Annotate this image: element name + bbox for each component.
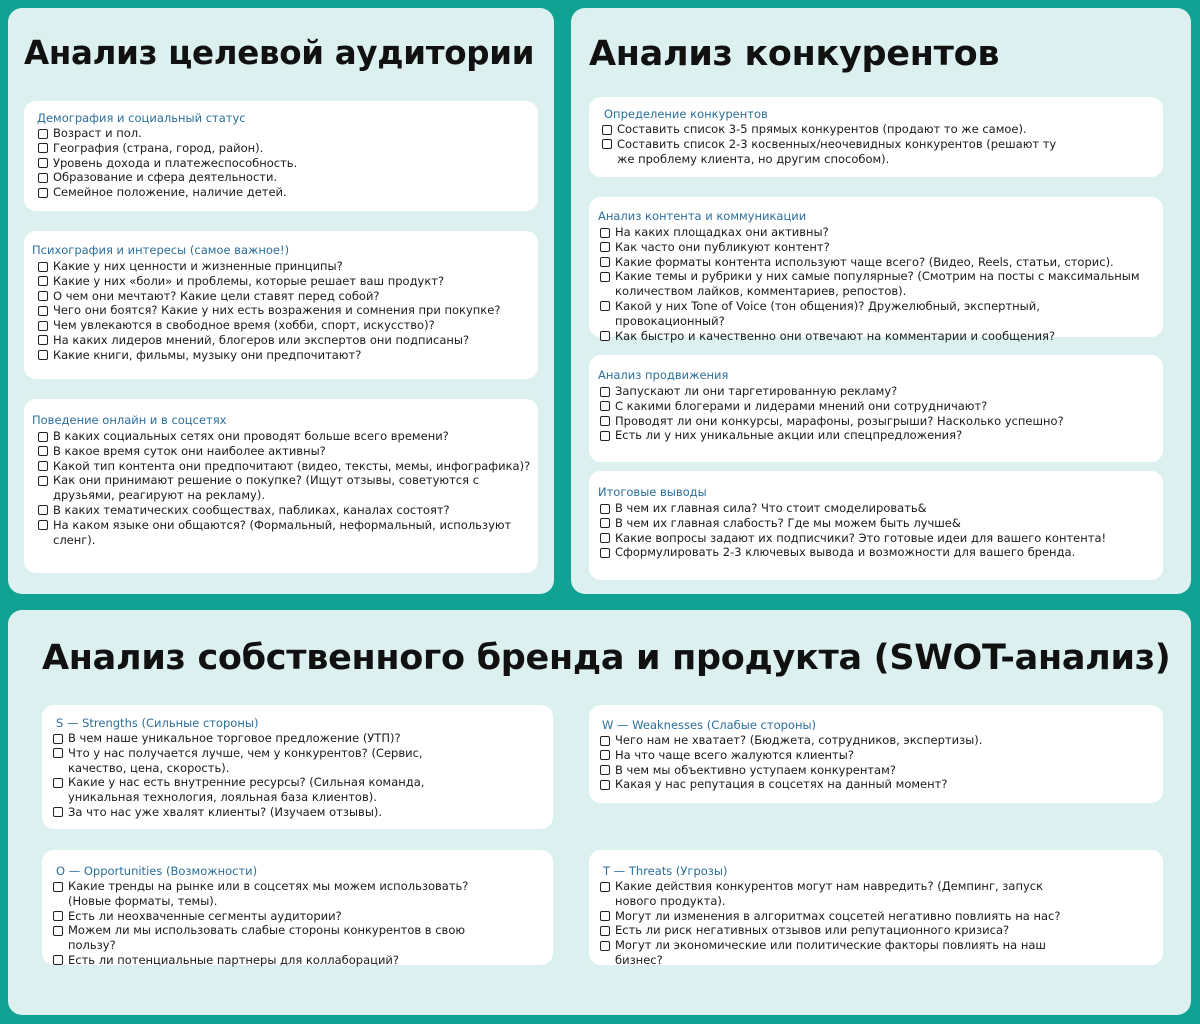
checkbox-icon[interactable] [38, 446, 48, 456]
card-title-define-competitors: Определение конкурентов [604, 107, 768, 121]
card-strengths [42, 705, 553, 829]
checkbox-icon[interactable] [602, 139, 612, 149]
checkbox-icon[interactable] [600, 401, 610, 411]
checklist-item [600, 733, 1140, 748]
checklist-item-text: О чем они мечтают? Какие цели ставят перед собой? [53, 288, 380, 303]
checklist-item-text: На каких площадках они активны? [615, 225, 829, 239]
checklist-item [600, 384, 1146, 399]
checkbox-icon[interactable] [38, 143, 48, 153]
checklist-item [38, 170, 528, 185]
card-title-demography: Демография и социальный статус [37, 111, 246, 125]
checklist-item-text: Есть ли у них уникальные акции или спецпредложения? [615, 428, 963, 443]
card-content-analysis [589, 197, 1163, 343]
checklist-item-text: Какие форматы контента используют чаще всего? (Видео, Reels, статьи, сторис). [615, 254, 1114, 269]
checklist-demography [38, 126, 528, 200]
checklist-item-text: Есть ли потенциальные партнеры для коллабораций? [68, 952, 400, 967]
checkbox-icon[interactable] [600, 911, 610, 921]
checklist-item-text: Чем увлекаются в свободное время (хобби, спорт, искусство)? [53, 318, 435, 333]
checklist-item [38, 318, 532, 333]
checklist-item [53, 923, 483, 953]
checkbox-icon[interactable] [600, 765, 610, 775]
checklist-item-text: Могут ли экономические или политические факторы повлиять на наш бизнес? [615, 938, 1046, 967]
checklist-item-text: Проводят ли они конкурсы, марафоны, розыгрыши? Насколько успешно? [615, 413, 1064, 428]
checklist-item [600, 299, 1146, 329]
checklist-item [600, 531, 1146, 546]
checklist-item [38, 518, 532, 548]
checklist-item [38, 289, 532, 304]
checklist-item [600, 748, 1140, 763]
checklist-item-text: Есть ли риск негативных отзывов или репутационного кризиса? [615, 923, 1010, 938]
checkbox-icon[interactable] [600, 257, 610, 267]
card-opportunities [42, 850, 553, 965]
checklist-item [600, 545, 1146, 560]
checklist-item [600, 428, 1146, 443]
checklist-item-text: В какое время суток они наиболее активны? [53, 443, 326, 458]
checklist-item [600, 909, 1070, 924]
checklist-item [38, 185, 528, 200]
panel-swot [8, 610, 1191, 1015]
checklist-promotion-analysis [600, 384, 1146, 443]
checkbox-icon[interactable] [600, 533, 610, 543]
checklist-item [600, 501, 1146, 516]
checkbox-icon[interactable] [600, 750, 610, 760]
checkbox-icon[interactable] [600, 228, 610, 238]
checklist-item [600, 516, 1146, 531]
checklist-item-text: Какие действия конкурентов могут нам навредить? (Демпинг, запуск нового продукта). [615, 879, 1044, 908]
checkbox-icon[interactable] [600, 504, 610, 514]
checklist-opportunities [53, 879, 483, 968]
checklist-item [38, 503, 532, 518]
checklist-item-text: На каких лидеров мнений, блогеров или экспертов они подписаны? [53, 332, 470, 347]
checkbox-icon[interactable] [600, 331, 610, 341]
checklist-item [600, 399, 1146, 414]
checkbox-icon[interactable] [53, 778, 63, 788]
checkbox-icon[interactable] [53, 748, 63, 758]
checklist-item [38, 348, 532, 363]
checklist-item [53, 909, 483, 924]
card-promotion-analysis [589, 355, 1163, 462]
checklist-item [53, 953, 483, 968]
checklist-item-text: Какие книги, фильмы, музыку они предпочитают? [53, 347, 362, 362]
checkbox-icon[interactable] [600, 387, 610, 397]
checklist-item-text: В чем наше уникальное торговое предложение (УТП)? [68, 731, 401, 745]
card-threats [589, 850, 1163, 965]
checklist-item [53, 805, 473, 820]
checklist-item-text: Есть ли неохваченные сегменты аудитории? [68, 908, 342, 923]
checklist-item-text: Как быстро и качественно они отвечают на комментарии и сообщения? [615, 328, 1056, 343]
checkbox-icon[interactable] [600, 431, 610, 441]
checklist-item-text: Какой у них Tone of Voice (тон общения)? Дружелюбный, экспертный, провокационный? [615, 298, 1040, 328]
checkbox-icon[interactable] [38, 276, 48, 286]
checkbox-icon[interactable] [53, 955, 63, 965]
checklist-content-analysis [600, 225, 1146, 343]
checklist-item-text: Составить список 3-5 прямых конкурентов (продают то же самое). [617, 122, 1027, 136]
checklist-item [602, 137, 1072, 167]
checklist-item-text: Какие у них «боли» и проблемы, которые решает ваш продукт? [53, 273, 445, 288]
checkbox-icon[interactable] [38, 432, 48, 442]
checklist-item [53, 731, 473, 746]
checklist-item-text: Сформулировать 2-3 ключевых вывода и возможности для вашего бренда. [615, 545, 1076, 560]
checklist-item-text: За что нас уже хвалят клиенты? (Изучаем отзывы). [68, 804, 383, 819]
checklist-item [38, 259, 532, 274]
checklist-item [38, 429, 532, 444]
checklist-psychography [38, 259, 532, 363]
checkbox-icon[interactable] [38, 505, 48, 515]
checkbox-icon[interactable] [600, 941, 610, 951]
checklist-item [600, 777, 1140, 792]
card-psychography [24, 231, 538, 379]
checklist-define-competitors [602, 122, 1072, 166]
card-weaknesses [589, 705, 1163, 803]
checklist-item [53, 746, 473, 776]
checklist-item-text: Запускают ли они таргетированную рекламу? [615, 384, 898, 398]
checklist-item [600, 923, 1070, 938]
checklist-item-text: На что чаще всего жалуются клиенты? [615, 747, 854, 762]
checkbox-icon[interactable] [38, 129, 48, 139]
card-summary [589, 471, 1163, 580]
card-define-competitors [589, 97, 1163, 177]
checklist-strengths [53, 731, 473, 820]
checkbox-icon[interactable] [600, 416, 610, 426]
checkbox-icon[interactable] [38, 291, 48, 301]
checkbox-icon[interactable] [38, 461, 48, 471]
checklist-item-text: Можем ли мы использовать слабые стороны конкурентов в свою пользу? [68, 923, 466, 953]
checklist-item [53, 775, 473, 805]
checklist-item-text: Образование и сфера деятельности. [53, 170, 278, 185]
panel-audience [8, 8, 554, 594]
checklist-item-text: Какие вопросы задают их подписчики? Это готовые идеи для вашего контента! [615, 530, 1107, 545]
checklist-item-text: Какая у нас репутация в соцсетях на данный момент? [615, 777, 948, 792]
checklist-item [38, 156, 528, 171]
checklist-item-text: География (страна, город, район). [53, 140, 264, 155]
checkbox-icon[interactable] [38, 335, 48, 345]
checkbox-icon[interactable] [38, 476, 48, 486]
checklist-item [600, 225, 1146, 240]
checkbox-icon[interactable] [38, 520, 48, 530]
checklist-item [602, 122, 1072, 137]
checklist-item-text: В каких социальных сетях они проводят больше всего времени? [53, 429, 449, 443]
checklist-item [600, 255, 1146, 270]
card-title-psychography: Психография и интересы (самое важное!) [32, 243, 290, 257]
checklist-item [600, 879, 1070, 909]
checklist-item-text: Что у нас получается лучше, чем у конкурентов? (Сервис, качество, цена, скорость). [68, 745, 423, 775]
checklist-item-text: В чем их главная слабость? Где мы можем быть лучше& [615, 515, 961, 530]
checklist-item [53, 879, 483, 909]
checklist-item-text: Составить список 2-3 косвенных/неочевидных конкурентов (решают ту же проблему клиента, но другим способом). [617, 136, 1057, 166]
checklist-item-text: Могут ли изменения в алгоритмах соцсетей негативно повлиять на нас? [615, 908, 1061, 923]
checklist-online-behavior [38, 429, 532, 547]
card-title-strengths: S — Strengths (Сильные стороны) [56, 716, 259, 730]
card-demography [24, 101, 538, 211]
checklist-item-text: Какие темы и рубрики у них самые популярные? (Смотрим на посты с максимальным количеством лайков, комментариев, репостов). [615, 269, 1140, 299]
checkbox-icon[interactable] [600, 736, 610, 746]
checkbox-icon[interactable] [53, 807, 63, 817]
checklist-item-text: В каких тематических сообществах, пабликах, каналах состоят? [53, 502, 450, 517]
card-title-weaknesses: W — Weaknesses (Слабые стороны) [602, 718, 817, 732]
checkbox-icon[interactable] [600, 301, 610, 311]
checklist-item-text: Какие у нас есть внутренние ресурсы? (Сильная команда, уникальная технология, лояльная база клиентов). [68, 775, 425, 805]
checklist-item [38, 333, 532, 348]
checkbox-icon[interactable] [53, 882, 63, 892]
card-title-online-behavior: Поведение онлайн и в соцсетях [32, 413, 227, 427]
checklist-item [600, 414, 1146, 429]
checklist-item-text: С какими блогерами и лидерами мнений они сотрудничают? [615, 398, 988, 413]
panel-competitors [571, 8, 1191, 594]
checklist-weaknesses [600, 733, 1140, 792]
checkbox-icon[interactable] [38, 306, 48, 316]
checkbox-icon[interactable] [600, 518, 610, 528]
checklist-threats [600, 879, 1070, 968]
checklist-item-text: Какие тренды на рынке или в соцсетях мы можем использовать? (Новые форматы, темы). [68, 879, 469, 908]
checkbox-icon[interactable] [600, 272, 610, 282]
checkbox-icon[interactable] [38, 321, 48, 331]
checkbox-icon[interactable] [600, 926, 610, 936]
checkbox-icon[interactable] [38, 262, 48, 272]
checklist-summary [600, 501, 1146, 560]
checkbox-icon[interactable] [600, 548, 610, 558]
checklist-item [38, 141, 528, 156]
card-title-opportunities: O — Opportunities (Возможности) [56, 864, 258, 878]
card-title-content-analysis: Анализ контента и коммуникации [598, 209, 807, 223]
checklist-item [38, 444, 532, 459]
checklist-item-text: В чем их главная сила? Что стоит смоделировать& [615, 501, 927, 515]
checklist-item-text: Уровень дохода и платежеспособность. [53, 155, 298, 170]
checkbox-icon[interactable] [600, 882, 610, 892]
card-online-behavior [24, 399, 538, 573]
checklist-item-text: Какие у них ценности и жизненные принципы? [53, 259, 343, 273]
checklist-item-text: Какой тип контента они предпочитают (видео, тексты, мемы, инфографика)? [53, 458, 531, 473]
checklist-item-text: Как они принимают решение о покупке? (Ищут отзывы, советуются с друзьями, реагируют на рекламу). [53, 473, 480, 503]
checkbox-icon[interactable] [38, 158, 48, 168]
checklist-item [38, 303, 532, 318]
checklist-item [600, 269, 1146, 299]
checklist-item [38, 126, 528, 141]
checklist-item-text: Возраст и пол. [53, 126, 142, 140]
checklist-item-text: Семейное положение, наличие детей. [53, 185, 287, 200]
checklist-item [38, 473, 532, 503]
panel-title-audience: Анализ целевой аудитории [24, 34, 535, 72]
checklist-item-text: На каком языке они общаются? (Формальный, неформальный, используют сленг). [53, 517, 512, 547]
checklist-item [38, 459, 532, 474]
checklist-item [600, 763, 1140, 778]
checklist-item [600, 240, 1146, 255]
checkbox-icon[interactable] [53, 926, 63, 936]
card-title-threats: T — Threats (Угрозы) [603, 864, 728, 878]
checklist-item [600, 938, 1070, 968]
checkbox-icon[interactable] [38, 173, 48, 183]
checkbox-icon[interactable] [602, 125, 612, 135]
checkbox-icon[interactable] [53, 911, 63, 921]
checklist-item [600, 329, 1146, 344]
card-title-promotion-analysis: Анализ продвижения [598, 368, 729, 382]
card-title-summary: Итоговые выводы [598, 485, 707, 499]
checklist-item [38, 274, 532, 289]
checkbox-icon[interactable] [53, 734, 63, 744]
checkbox-icon[interactable] [600, 242, 610, 252]
panel-title-competitors: Анализ конкурентов [589, 34, 1000, 74]
checklist-item-text: Чего они боятся? Какие у них есть возражения и сомнения при покупке? [53, 303, 501, 318]
checklist-item-text: В чем мы объективно уступаем конкурентам? [615, 762, 896, 777]
checklist-item-text: Как часто они публикуют контент? [615, 239, 830, 254]
checkbox-icon[interactable] [38, 188, 48, 198]
panel-title-swot: Анализ собственного бренда и продукта (SWOT-анализ) [42, 638, 1171, 678]
checkbox-icon[interactable] [600, 780, 610, 790]
checkbox-icon[interactable] [38, 350, 48, 360]
checklist-item-text: Чего нам не хватает? (Бюджета, сотрудников, экспертизы). [615, 733, 983, 747]
